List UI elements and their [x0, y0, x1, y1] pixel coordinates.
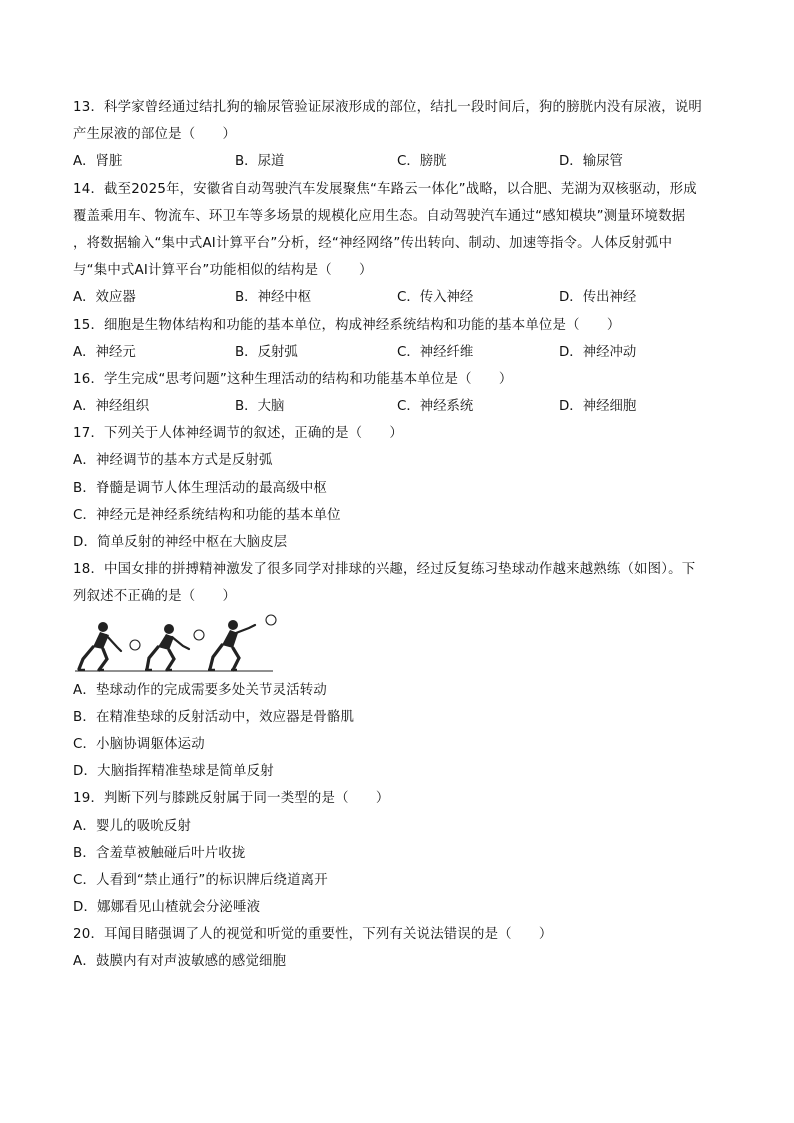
- question-13: [73, 94, 723, 176]
- question-text: 19．判断下列与膝跳反射属于同一类型的是（ ）: [73, 791, 390, 807]
- question-text: 产生尿液的部位是（ ）: [73, 127, 237, 143]
- question-text: 17．下列关于人体神经调节的叙述，正确的是（ ）: [73, 426, 404, 442]
- options-row: [73, 339, 723, 366]
- option-d: D．简单反射的神经中枢在大脑皮层: [73, 535, 288, 550]
- option-a: A．鼓膜内有对声波敏感的感觉细胞: [73, 954, 287, 970]
- question-text: 与“集中式AI计算平台”功能相似的结构是（ ）: [73, 263, 373, 279]
- question-text: 13．科学家曾经通过结扎狗的输尿管验证尿液形成的部位，结扎一段时间后，狗的膀胱内没有尿液，说明: [73, 100, 703, 115]
- options-row: [73, 284, 723, 311]
- question-text: 16．学生完成“思考问题”这种生理活动的结构和功能基本单位是（ ）: [73, 371, 513, 387]
- option-b: B．在精准垫球的反射活动中，效应器是骨骼肌: [73, 709, 355, 725]
- option-b: B．神经中枢: [235, 290, 312, 306]
- option-c: C．膀胱: [397, 154, 447, 170]
- option-a: A．垫球动作的完成需要多处关节灵活转动: [73, 682, 327, 698]
- option-d: D．神经细胞: [559, 399, 637, 415]
- option-a: A．神经调节的基本方式是反射弧: [73, 453, 273, 469]
- option-b: B．含羞草被触碰后叶片收拢: [73, 845, 246, 861]
- question-16: [73, 366, 723, 420]
- option-c: C．小脑协调躯体运动: [73, 736, 205, 752]
- option-a: A．神经元: [73, 344, 136, 360]
- option-c: C．神经纤维: [397, 344, 474, 360]
- option-c: C．传入神经: [397, 290, 474, 306]
- player-3: [208, 620, 255, 670]
- option-a: A．效应器: [73, 290, 136, 306]
- option-c: C．神经元是神经系统结构和功能的基本单位: [73, 507, 341, 523]
- option-c: C．人看到“禁止通行”的标识牌后绕道离开: [73, 872, 328, 888]
- question-17: [73, 420, 723, 556]
- question-text: ，将数据输入“集中式AI计算平台”分析，经“神经网络”传出转向、制动、加速等指令。人体反射弧中: [73, 235, 673, 251]
- question-14: [73, 176, 723, 312]
- question-18: [73, 556, 723, 785]
- option-d: D．神经冲动: [559, 344, 637, 360]
- question-text: 覆盖乘用车、物流车、环卫车等多场景的规模化应用生态。自动驾驶汽车通过“感知模块”测量环境数据: [73, 208, 686, 224]
- volleyball-figure: [73, 611, 723, 677]
- question-text: 15．细胞是生物体结构和功能的基本单位，构成神经系统结构和功能的基本单位是（ ）: [73, 317, 621, 333]
- option-d: D．娜娜看见山楂就会分泌唾液: [73, 900, 261, 916]
- player-1: [78, 622, 121, 670]
- option-b: B．尿道: [235, 154, 285, 170]
- question-19: [73, 785, 723, 921]
- options-row: [73, 148, 723, 175]
- option-c: C．神经系统: [397, 399, 474, 415]
- option-d: D．输尿管: [559, 154, 623, 170]
- question-15: [73, 312, 723, 366]
- options-row: [73, 393, 723, 420]
- question-20: [73, 921, 723, 975]
- question-text: 14．截至2025年，安徽省自动驾驶汽车发展聚焦“车路云一体化”战略，以合肥、芜湖为双核驱动，形成: [73, 181, 697, 197]
- option-d: D．传出神经: [559, 290, 637, 306]
- question-text: 列叙述不正确的是（ ）: [73, 589, 237, 605]
- question-page: [73, 94, 723, 976]
- question-text: 18．中国女排的拼搏精神激发了很多同学对排球的兴趣，经过反复练习垫球动作越来越熟练（如图）。下: [73, 562, 696, 578]
- volleyball-players-illustration: [73, 613, 293, 675]
- option-a: A．肾脏: [73, 154, 123, 170]
- option-b: B．大脑: [235, 399, 285, 415]
- option-a: A．婴儿的吸吮反射: [73, 818, 192, 834]
- option-b: B．反射弧: [235, 344, 298, 360]
- option-d: D．大脑指挥精准垫球是简单反射: [73, 764, 274, 780]
- option-a: A．神经组织: [73, 399, 150, 415]
- question-text: 20．耳闻目睹强调了人的视觉和听觉的重要性，下列有关说法错误的是（ ）: [73, 927, 553, 943]
- player-2: [145, 624, 189, 670]
- option-b: B．脊髓是调节人体生理活动的最高级中枢: [73, 480, 328, 496]
